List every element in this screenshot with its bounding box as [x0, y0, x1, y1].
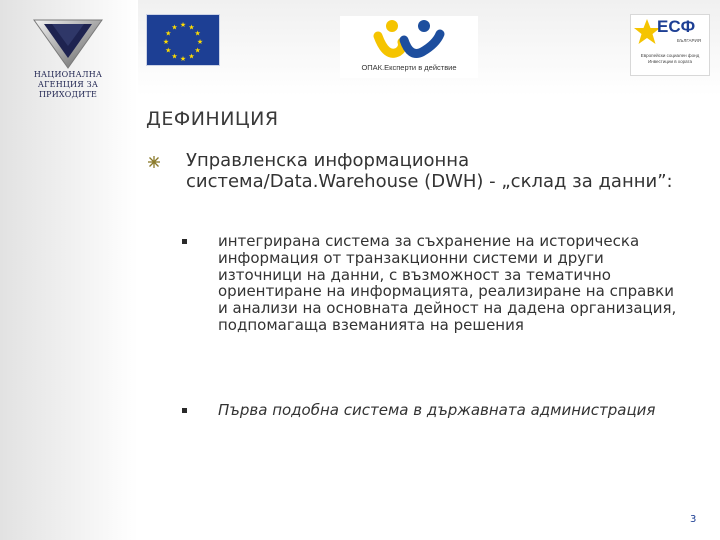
- bullet-text: Първа подобна система в държавната администрация: [218, 401, 656, 419]
- slide-title: ДЕФИНИЦИЯ: [146, 108, 279, 130]
- svg-text:★: ★: [196, 38, 204, 46]
- definition-heading: Управленска информационна система/Data.Warehouse (DWH) - „склад за данни”:: [186, 150, 673, 192]
- svg-text:★: ★: [188, 52, 195, 61]
- svg-text:★: ★: [194, 46, 201, 55]
- agency-name-line: НАЦИОНАЛНА: [33, 70, 103, 79]
- svg-text:★: ★: [165, 29, 172, 38]
- star-bullet-icon: [148, 156, 160, 168]
- opak-logo: [340, 16, 478, 78]
- bullet-text: интегрирана система за съхранение на историческа информация от транзакционни системи и други източници на данни, с възможност за тематично ориентиране на информацията, реализиране на справки и анализи на основната дейност на дадена организация, подпомагаща вземанията на решения: [218, 232, 677, 334]
- square-bullet-icon: [182, 239, 187, 244]
- agency-name-line: ПРИХОДИТЕ: [38, 90, 98, 99]
- nra-emblem-icon: [32, 14, 104, 70]
- opak-figures-icon: [340, 16, 478, 62]
- svg-text:★: ★: [171, 23, 178, 32]
- svg-text:★: ★: [194, 29, 201, 38]
- svg-text:★: ★: [179, 55, 187, 63]
- svg-text:★: ★: [188, 23, 195, 32]
- agency-name-line: АГЕНЦИЯ ЗА: [37, 80, 99, 89]
- eu-stars-icon: [147, 15, 219, 65]
- esf-caption-line: Инвестиции в хората: [647, 59, 692, 64]
- opak-caption: ОПАК.Експерти в действие: [361, 63, 457, 72]
- esf-title: ЕСФ: [657, 17, 696, 36]
- eu-flag-logo: [146, 14, 220, 66]
- svg-text:★: ★: [179, 21, 187, 29]
- svg-text:★: ★: [165, 46, 172, 55]
- agency-name: [18, 70, 118, 100]
- esf-caption-line: Европейски социален фонд: [640, 53, 700, 58]
- square-bullet-icon: [182, 408, 187, 413]
- svg-text:★: ★: [171, 52, 178, 61]
- svg-text:★: ★: [162, 38, 170, 46]
- esf-logo: [630, 14, 710, 76]
- esf-caption: [635, 53, 705, 65]
- page-number: 3: [690, 514, 697, 525]
- esf-country: БЪЛГАРИЯ: [677, 38, 701, 43]
